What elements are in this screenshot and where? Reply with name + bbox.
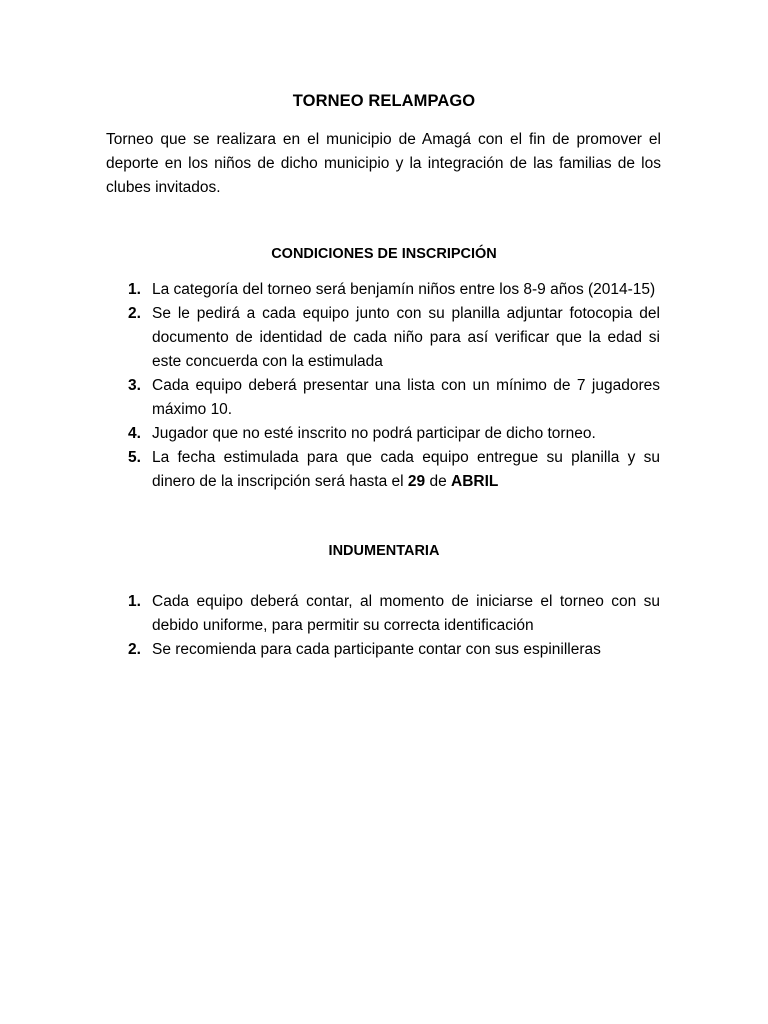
list-item xyxy=(0,638,660,662)
list-item-text: Se recomienda para cada participante contar con sus espinilleras xyxy=(152,641,601,658)
deadline-month: ABRIL xyxy=(451,473,499,490)
list-item xyxy=(0,590,660,638)
list-item xyxy=(0,446,660,494)
list-number: 2. xyxy=(128,641,141,658)
list-item xyxy=(0,374,660,422)
list-item-text: Se le pedirá a cada equipo junto con su planilla adjuntar fotocopia del documento de identidad de cada niño para así verificar que la edad si este concuerda con la estimulada xyxy=(152,305,660,370)
list-item xyxy=(0,302,660,374)
list-number: 3. xyxy=(128,377,141,394)
section-heading-inscripcion: CONDICIONES DE INSCRIPCIÓN xyxy=(271,246,497,262)
inscripcion-list xyxy=(0,278,660,494)
document-title: TORNEO RELAMPAGO xyxy=(292,92,476,110)
list-item-text: La categoría del torneo será benjamín niños entre los 8-9 años (2014-15) xyxy=(152,281,656,298)
list-item xyxy=(0,422,660,446)
list-item-text: Jugador que no esté inscrito no podrá participar de dicho torneo. xyxy=(152,425,596,442)
list-number: 5. xyxy=(128,449,141,466)
list-item-text-mid: de xyxy=(425,473,452,490)
list-item-text: Cada equipo deberá presentar una lista con un mínimo de 7 jugadores máximo 10. xyxy=(152,377,660,418)
list-item xyxy=(0,278,660,302)
list-item-text-before: La fecha estimulada para que cada equipo entregue su planilla y su dinero de la inscripción será hasta el xyxy=(152,449,660,490)
deadline-day: 29 xyxy=(407,473,426,490)
section-heading-indumentaria: INDUMENTARIA xyxy=(328,543,440,559)
list-item-text: Cada equipo deberá contar, al momento de iniciarse el torneo con su debido uniforme, para permitir su correcta identificación xyxy=(152,593,660,634)
list-number: 1. xyxy=(128,281,141,298)
list-number: 1. xyxy=(128,593,141,610)
list-number: 2. xyxy=(128,305,141,322)
intro-paragraph: Torneo que se realizara en el municipio de Amagá con el fin de promover el deporte en los niños de dicho municipio y la integración de las familias de los clubes invitados. xyxy=(106,131,661,196)
indumentaria-list xyxy=(0,590,660,662)
list-number: 4. xyxy=(128,425,141,442)
